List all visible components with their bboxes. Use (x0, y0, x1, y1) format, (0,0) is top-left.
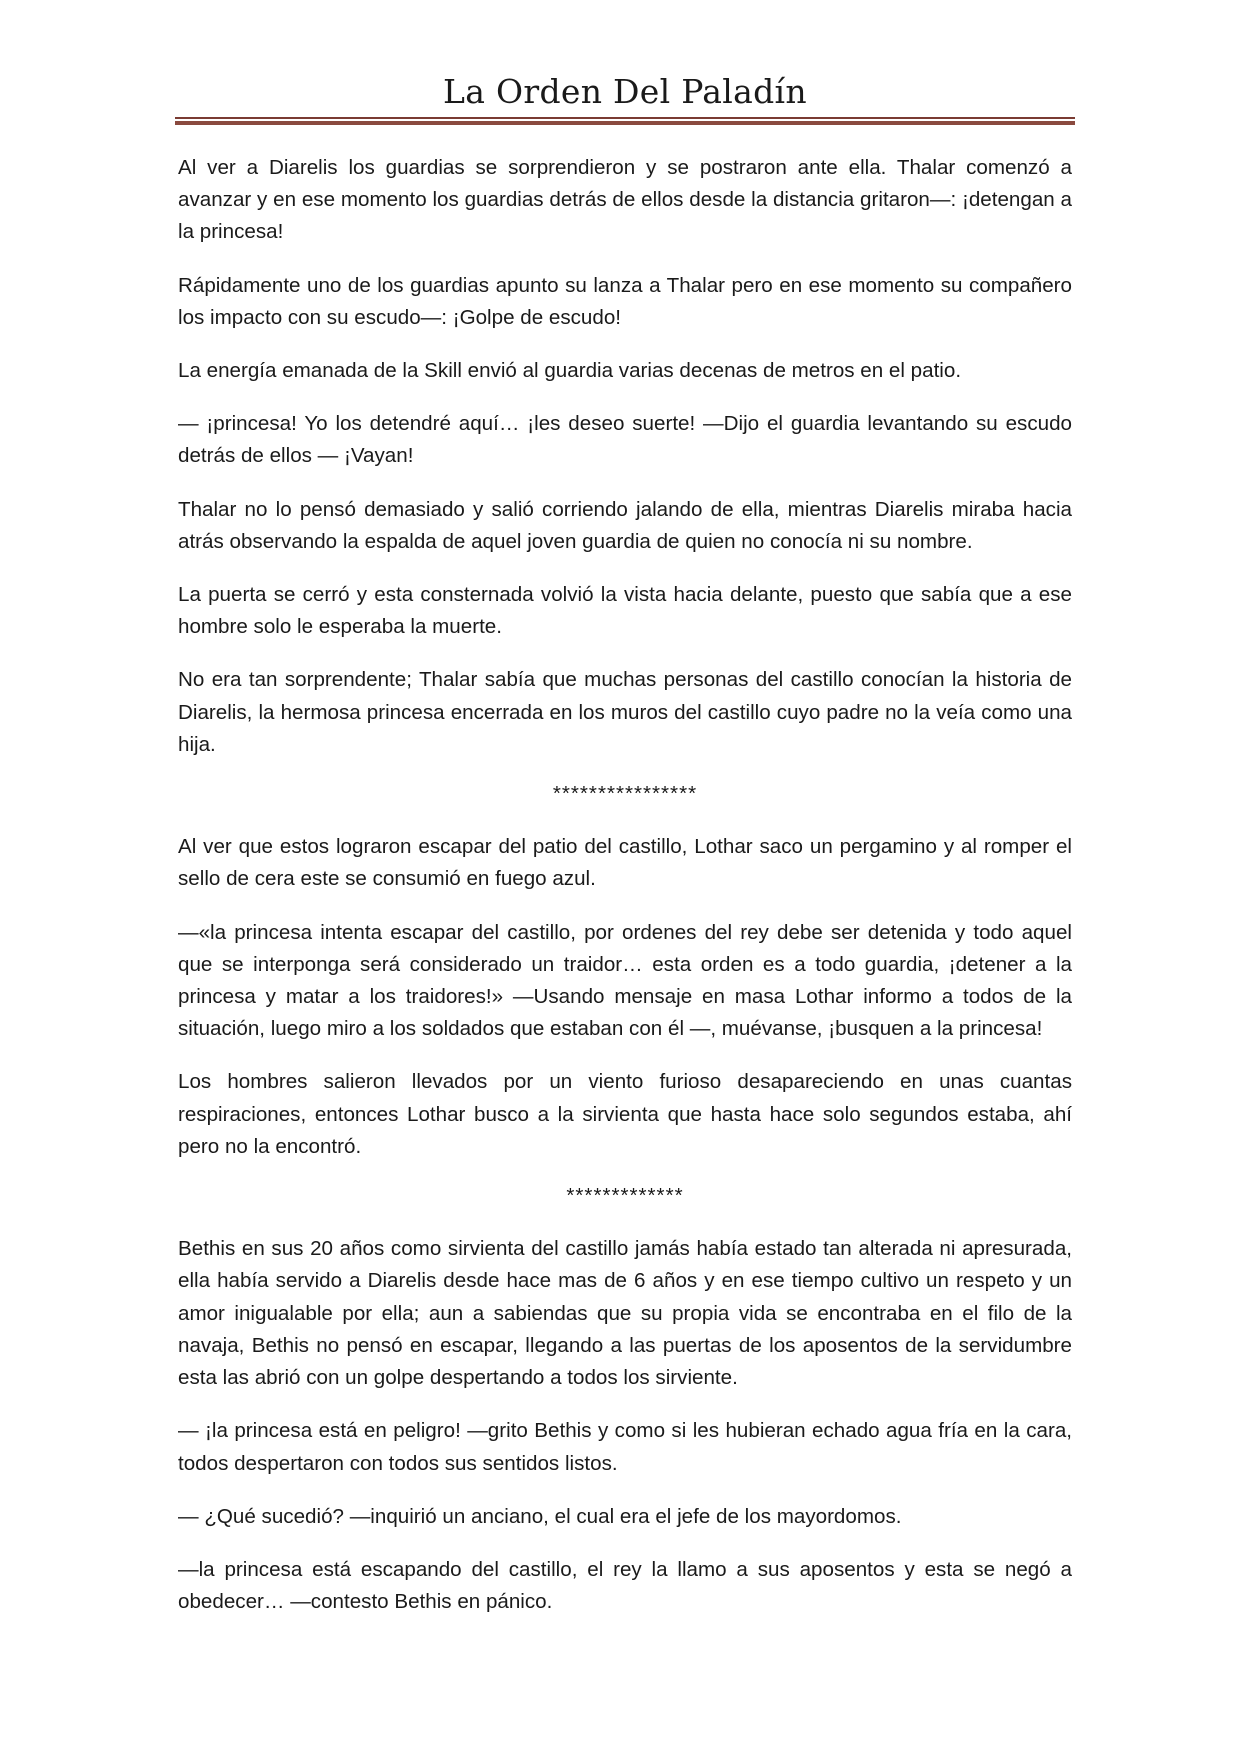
paragraph: Thalar no lo pensó demasiado y salió corriendo jalando de ella, mientras Diarelis miraba hacia atrás observando la espalda de aquel joven guardia de quien no conocía ni su nombre. (178, 497, 1072, 553)
body-text (178, 152, 1072, 1639)
paragraph: — ¡princesa! Yo los detendré aquí… ¡les deseo suerte! —Dijo el guardia levantando su escudo detrás de ellos — ¡Vayan! (178, 412, 1072, 468)
paragraph: Rápidamente uno de los guardias apunto su lanza a Thalar pero en ese momento su compañero los impacto con su escudo—: ¡Golpe de escudo! (178, 273, 1072, 329)
header-divider-thick-line (175, 121, 1075, 125)
paragraph: — ¡la princesa está en peligro! —grito Bethis y como si les hubieran echado agua fría en la cara, todos despertaron con todos sus sentidos listos. (178, 1419, 1072, 1475)
paragraph: —«la princesa intenta escapar del castillo, por ordenes del rey debe ser detenida y todo aquel que se interponga será considerado un traidor… esta orden es a todo guardia, ¡detener a la princesa y matar a los traidores!» —Usando mensaje en masa Lothar informo a todos de la situación, luego miro a los soldados que estaban con él —, muévanse, ¡busquen a la princesa! (178, 920, 1072, 1041)
paragraph: La puerta se cerró y esta consternada volvió la vista hacia delante, puesto que sabía que a ese hombre solo le esperaba la muerte. (178, 583, 1072, 639)
paragraph: No era tan sorprendente; Thalar sabía que muchas personas del castillo conocían la historia de Diarelis, la hermosa princesa encerrada en los muros del castillo cuyo padre no la veía como una hija. (178, 668, 1072, 756)
paragraph: Al ver a Diarelis los guardias se sorprendieron y se postraron ante ella. Thalar comenzó a avanzar y en ese momento los guardias detrás de ellos desde la distancia gritaron—: ¡detengan a la princesa! (178, 156, 1072, 244)
paragraph: Al ver que estos lograron escapar del patio del castillo, Lothar saco un pergamino y al romper el sello de cera este se consumió en fuego azul. (178, 835, 1072, 891)
paragraph: —la princesa está escapando del castillo, el rey la llamo a sus aposentos y esta se negó a obedecer… —contesto Bethis en pánico. (178, 1557, 1072, 1614)
paragraph: Los hombres salieron llevados por un viento furioso desapareciendo en unas cuantas respiraciones, entonces Lothar busco a la sirvienta que hasta hace solo segundos estaba, ahí pero no la encontró. (178, 1070, 1072, 1158)
header-divider-thin-line (175, 117, 1075, 119)
paragraph: La energía emanada de la Skill envió al guardia varias decenas de metros en el patio. (178, 359, 962, 383)
page-header-title: La Orden Del Paladín (443, 72, 807, 111)
paragraph: — ¿Qué sucedió? —inquirió un anciano, el cual era el jefe de los mayordomos. (178, 1504, 902, 1528)
section-separator: **************** (552, 782, 698, 806)
paragraph: Bethis en sus 20 años como sirvienta del castillo jamás había estado tan alterada ni apresurada, ella había servido a Diarelis desde hace mas de 6 años y en ese tiempo cultivo un respeto y un amor inigualable por ella; aun a sabiendas que su propia vida se encontraba en el filo de la navaja, Bethis no pensó en escapar, llegando a las puertas de los aposentos de la servidumbre esta las abrió con un golpe despertando a todos los sirviente. (178, 1237, 1072, 1390)
section-separator: ************* (566, 1184, 684, 1208)
header-divider (175, 117, 1075, 125)
